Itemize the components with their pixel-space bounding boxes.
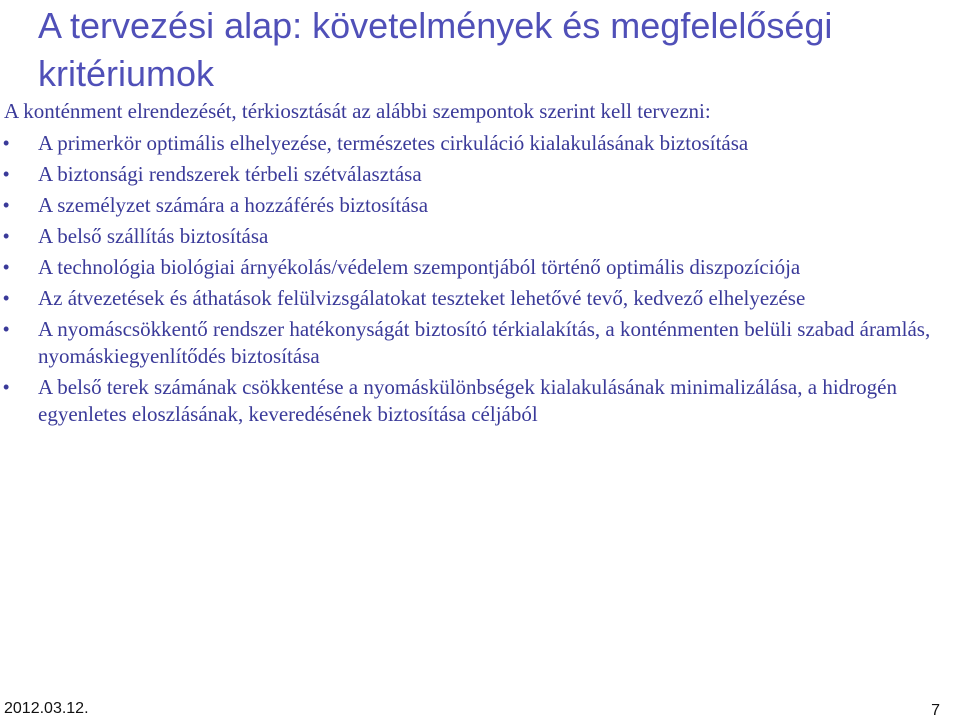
page-number: 7 — [931, 702, 940, 719]
intro-text: A konténment elrendezését, térkiosztását az alábbi szempontok szerint kell tervezni: — [4, 99, 711, 123]
bullet-list — [0, 130, 960, 432]
bullet-icon: • — [3, 226, 10, 246]
bullet-icon: • — [3, 288, 10, 308]
bullet-text: A nyomáscsökkentő rendszer hatékonyságát biztosító térkialakítás, a konténmenten belüli szabad áramlás, nyomáskiegyenlítődés biztosítása — [38, 317, 931, 368]
bullet-icon: • — [3, 164, 10, 184]
bullet-text: A biztonsági rendszerek térbeli szétválasztása — [38, 162, 422, 186]
bullet-text: A primerkör optimális elhelyezése, természetes cirkuláció kialakulásának biztosítása — [38, 131, 749, 155]
bullet-icon: • — [3, 377, 10, 397]
bullet-icon: • — [3, 257, 10, 277]
bullet-text: Az átvezetések és áthatások felülvizsgálatokat teszteket lehetővé tevő, kedvező elhelyezése — [38, 286, 806, 310]
bullet-icon: • — [3, 133, 10, 153]
footer-date: 2012.03.12. — [4, 700, 89, 717]
bullet-text: A technológia biológiai árnyékolás/védelem szempontjából történő optimális diszpozíciója — [38, 255, 801, 279]
bullet-text: A belső terek számának csökkentése a nyomáskülönbségek kialakulásának minimalizálása, a hidrogén egyenletes eloszlásának, keveredésének biztosítása céljából — [38, 375, 897, 426]
bullet-item — [0, 130, 950, 157]
slide-title: A tervezési alap: követelmények és megfelelőségi kritériumok — [38, 5, 833, 94]
bullet-text: A belső szállítás biztosítása — [38, 224, 269, 248]
bullet-icon: • — [3, 319, 10, 339]
bullet-item — [0, 223, 950, 250]
bullet-text: A személyzet számára a hozzáférés biztosítása — [38, 193, 429, 217]
bullet-item — [0, 161, 950, 188]
bullet-item — [0, 192, 950, 219]
bullet-icon: • — [3, 195, 10, 215]
bullet-item — [0, 254, 950, 281]
bullet-item — [0, 374, 950, 428]
bullet-item — [0, 316, 950, 370]
bullet-item — [0, 285, 950, 312]
